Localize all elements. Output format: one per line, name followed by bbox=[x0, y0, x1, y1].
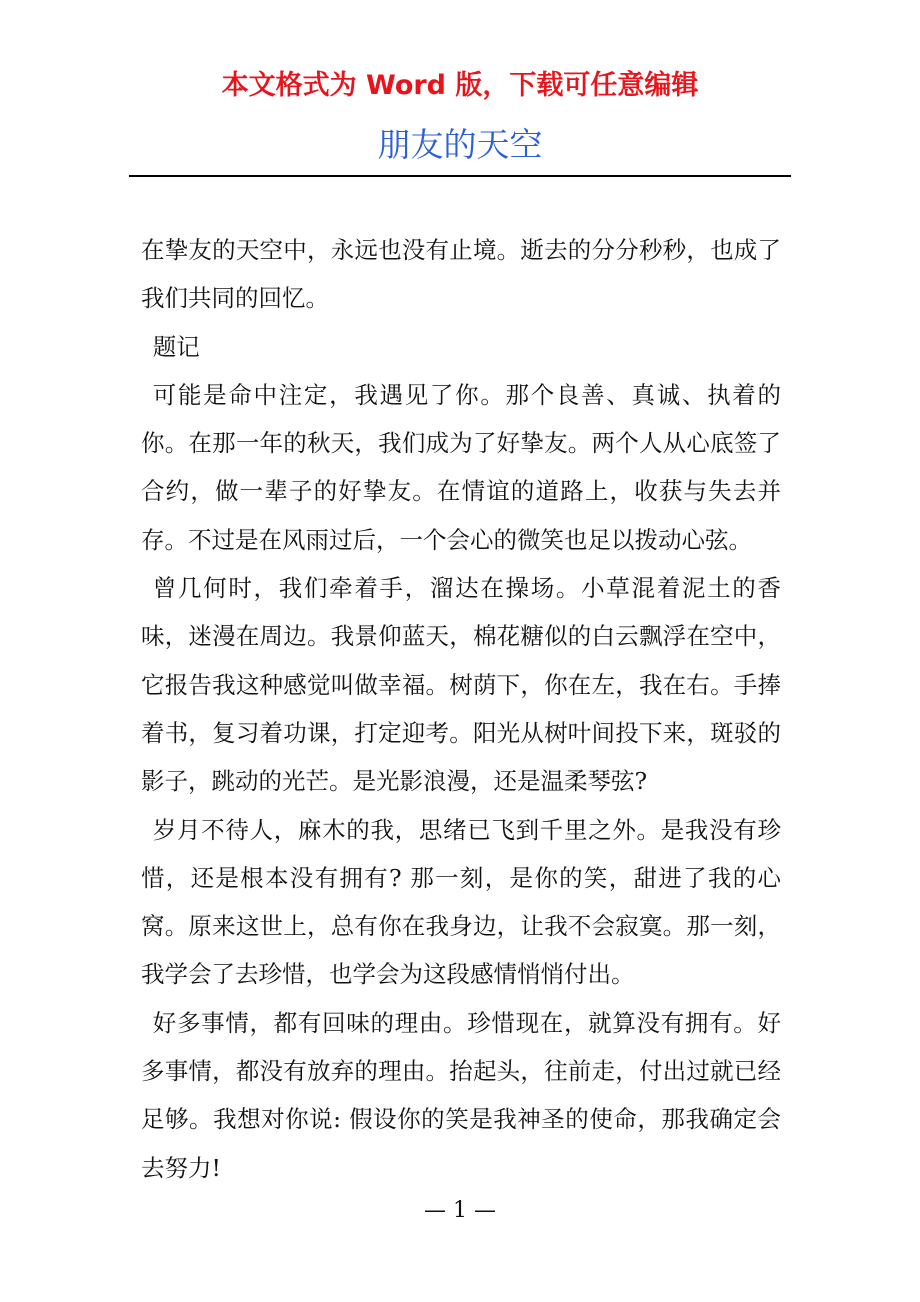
title-divider bbox=[129, 175, 791, 177]
article-body bbox=[141, 226, 781, 1192]
page-number: — 1 — bbox=[424, 1198, 496, 1223]
paragraph: 岁月不待人，麻木的我，思绪已飞到千里之外。是我没有珍惜，还是根本没有拥有? 那一刻，是你的笑，甜进了我的心窝。原来这世上，总有你在我身边，让我不会寂寞。那一刻，我学会了去珍惜，也学会为这段感情悄悄付出。 bbox=[141, 815, 781, 989]
page-title: 朋友的天空 bbox=[377, 125, 543, 164]
paragraph: 曾几何时，我们牵着手，溜达在操场。小草混着泥土的香味，迷漫在周边。我景仰蓝天，棉花糖似的白云飘浮在空中，它报告我这种感觉叫做幸福。树荫下，你在左，我在右。手捧着书，复习着功课，打定迎考。阳光从树叶间投下来，斑驳的影子，跳动的光芒。是光影浪漫，还是温柔琴弦? bbox=[141, 574, 781, 796]
paragraph: 好多事情，都有回味的理由。珍惜现在，就算没有拥有。好多事情，都没有放弃的理由。抬起头，往前走，付出过就已经足够。我想对你说: 假设你的笑是我神圣的使命，那我确定会去努力! bbox=[141, 1008, 781, 1182]
paragraph: 可能是命中注定，我遇见了你。那个良善、真诚、执着的你。在那一年的秋天，我们成为了好挚友。两个人从心底签了合约，做一辈子的好挚友。在情谊的道路上，收获与失去并存。不过是在风雨过后，一个会心的微笑也足以拨动心弦。 bbox=[141, 380, 781, 554]
paragraph-epigraph-label: 题记 bbox=[152, 332, 200, 361]
paragraph-intro: 在挚友的天空中，永远也没有止境。逝去的分分秒秒，也成了我们共同的回忆。 bbox=[141, 236, 781, 313]
format-notice: 本文格式为 Word 版，下载可任意编辑 bbox=[221, 70, 699, 101]
